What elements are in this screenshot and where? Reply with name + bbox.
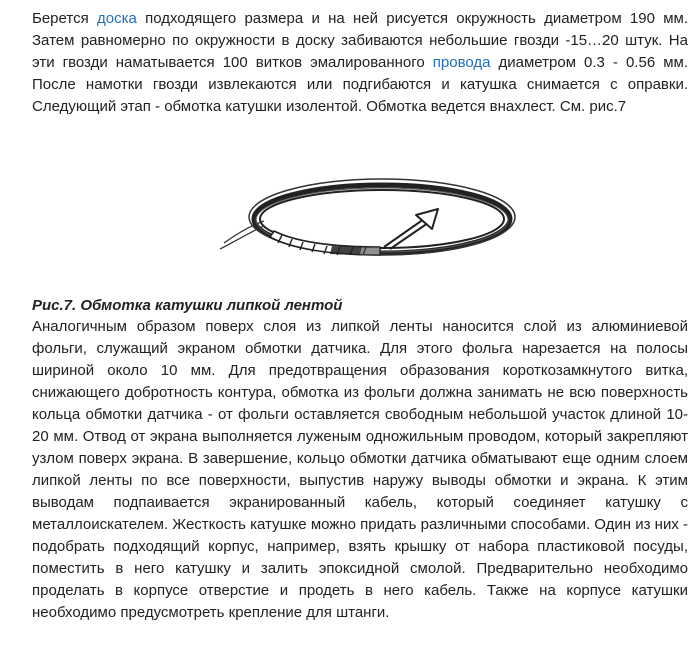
- paragraph-1-part-1: Берется: [32, 10, 97, 27]
- paragraph-coil-winding: [32, 8, 688, 118]
- paragraph-1-part-2: подходящего размера и на ней рисуется окружность диаметром 190 мм. Затем равномерно по окружности в доску забиваются небольшие гвозди -15…20 штук. На эти гвозди наматывается 100 витков эмалированного: [32, 10, 688, 71]
- figure-caption: Рис.7. Обмотка катушки липкой лентой: [32, 297, 343, 314]
- link-wire[interactable]: провода: [432, 54, 491, 71]
- coil-taping-illustration: [212, 163, 532, 268]
- paragraph-shield-foil: Аналогичным образом поверх слоя из липкой ленты наносится слой из алюминиевой фольги, служащий экраном обмотки датчика. Для этого фольга нарезается на полосы шириной около 10 мм. Для предотвращения образования короткозамкнутого витка, снижающего добротность контура, обмотка из фольги должна занимать не всю поверхность кольца обмотки датчика - от фольги оставляется свободным небольшой участок длиной 10-20 мм. Отвод от экрана выполняется луженым одножильным проводом, который закрепляют узлом поверх экрана. В завершение, кольцо обмотки датчика обматывают еще одним слоем липкой ленты по все поверхности, выпустив наружу выводы обмотки и экрана. К этим выводам подпаивается экранированный кабель, который соединяет катушку с металлоискателем. Жесткость катушке можно придать различными способами. Один из них - подобрать подходящий корпус, например, взять крышку от набора пластиковой посуды, поместить в него катушку и залить эпоксидной смолой. Предварительно необходимо проделать в корпусе отверстие и продеть в него кабель. Также на корпусе катушки необходимо предусмотреть крепление для штанги.: [32, 318, 688, 621]
- link-board[interactable]: доска: [96, 10, 137, 27]
- figure-7: [32, 163, 688, 268]
- paragraph-1-part-3: диаметром 0.3 - 0.56 мм. После намотки гвозди извлекаются или подгибаются и катушка снимается с оправки. Следующий этап - обмотка катушки изолентой. Обмотка ведется внахлест. См. рис.7: [32, 54, 688, 115]
- article-content: [32, 8, 688, 624]
